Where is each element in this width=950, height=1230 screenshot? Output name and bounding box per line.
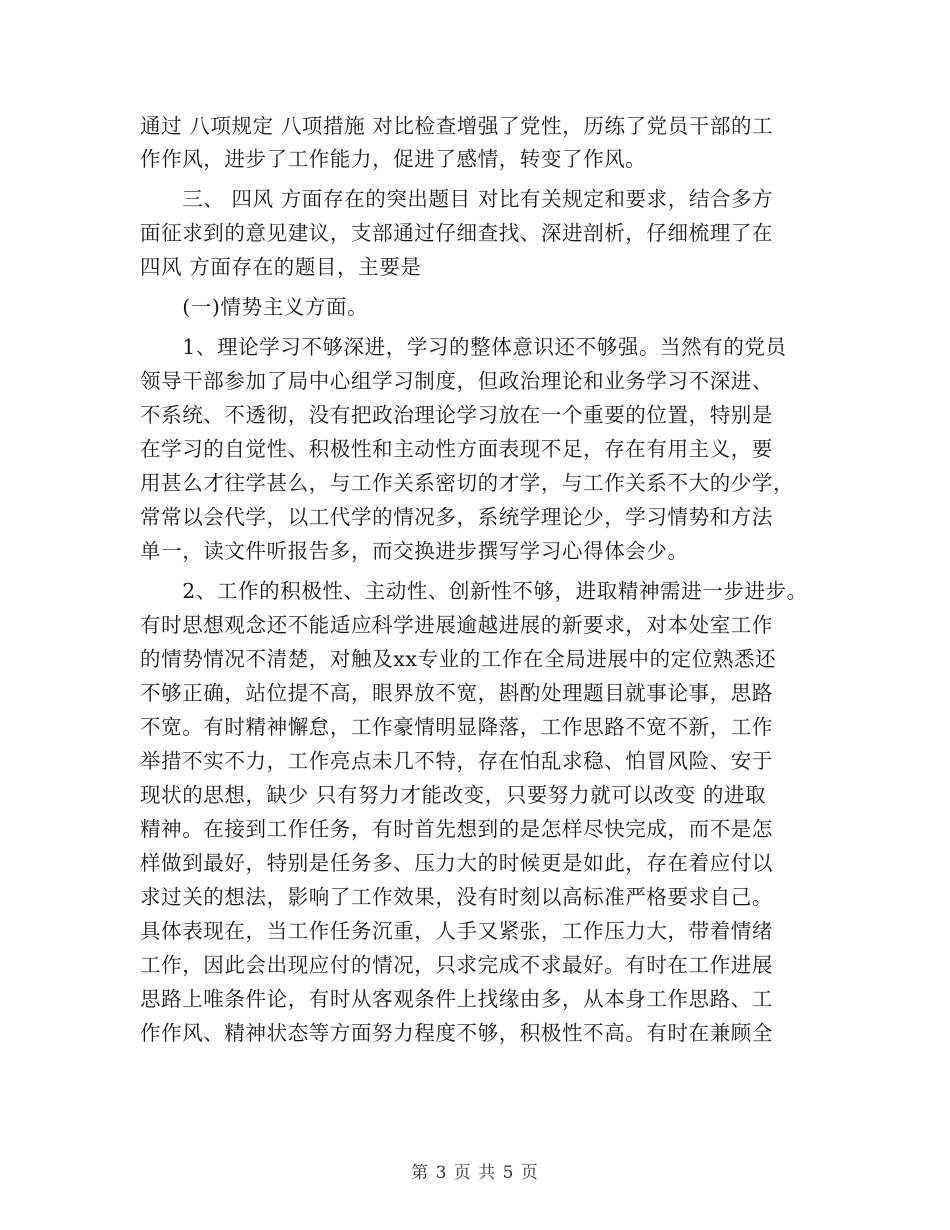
text-line: 有时思想观念还不能适应科学进展逾越进展的新要求，对本处室工作 [140,613,773,637]
text-line: 不够正确，站位提不高，眼界放不宽，斟酌处理题目就事论事，思路 [140,681,773,705]
text-line: 2、工作的积极性、主动性、创新性不够，进取精神需进一步进步。 [140,579,808,603]
text-line: 现状的思想，缺少 只有努力才能改变，只要努力就可以改变 的进取 [140,783,767,807]
text-line: 领导干部参加了局中心组学习制度，但政治理论和业务学习不深进、 [140,369,773,393]
text-line: 不宽。有时精神懈怠，工作豪情明显降落，工作思路不宽不新，工作 [140,715,773,739]
text-line: 通过 八项规定 八项措施 对比检查增强了党性，历练了党员干部的工 [140,114,774,138]
text-line: 作作风，进步了工作能力，促进了感情，转变了作风。 [140,147,647,171]
text-line: 常常以会代学，以工代学的情况多，系统学理论少，学习情势和方法 [140,505,773,529]
text-line: 举措不实不力，工作亮点未几不特，存在怕乱求稳、怕冒风险、安于 [140,749,773,773]
text-line: 不系统、不透彻，没有把政治理论学习放在一个重要的位置，特别是 [140,403,773,427]
text-line: 面征求到的意见建议，支部通过仔细查找、深进剖析，仔细梳理了在 [140,221,773,245]
text-line: 精神。在接到工作任务，有时首先想到的是怎样尽快完成，而不是怎 [140,817,773,841]
text-line: 工作，因此会出现应付的情况，只求完成不求最好。有时在工作进展 [140,953,773,977]
text-line: 三、 四风 方面存在的突出题目 对比有关规定和要求，结合多方 [140,187,774,211]
text-line: 求过关的想法，影响了工作效果，没有时刻以高标准严格要求自己。 [140,885,773,909]
text-line: 用甚么才往学甚么，与工作关系密切的才学，与工作关系不大的少学， [140,471,795,495]
text-line: 在学习的自觉性、积极性和主动性方面表现不足，存在有用主义，要 [140,437,773,461]
text-line: 具体表现在，当工作任务沉重，人手又紧张，工作压力大，带着情绪 [140,919,773,943]
text-line: (一)情势主义方面。 [140,295,369,319]
text-line: 单一，读文件听报告多，而交换进步撰写学习心得体会少。 [140,539,689,563]
page-footer [0,1158,950,1183]
text-line: 四风 方面存在的题目，主要是 [140,255,422,279]
text-line: 样做到最好，特别是任务多、压力大的时候更是如此，存在着应付以 [140,851,773,875]
text-line: 思路上唯条件论，有时从客观条件上找缘由多，从本身工作思路、工 [140,987,773,1011]
page-number: 第 3 页 共 5 页 [411,1163,539,1183]
text-line: 作作风、精神状态等方面努力程度不够，积极性不高。有时在兼顾全 [140,1021,773,1045]
text-line: 1、理论学习不够深进，学习的整体意识还不够强。当然有的党员 [140,335,787,359]
text-line: 的情势情况不清楚，对触及xx专业的工作在全局进展中的定位熟悉还 [140,647,777,671]
